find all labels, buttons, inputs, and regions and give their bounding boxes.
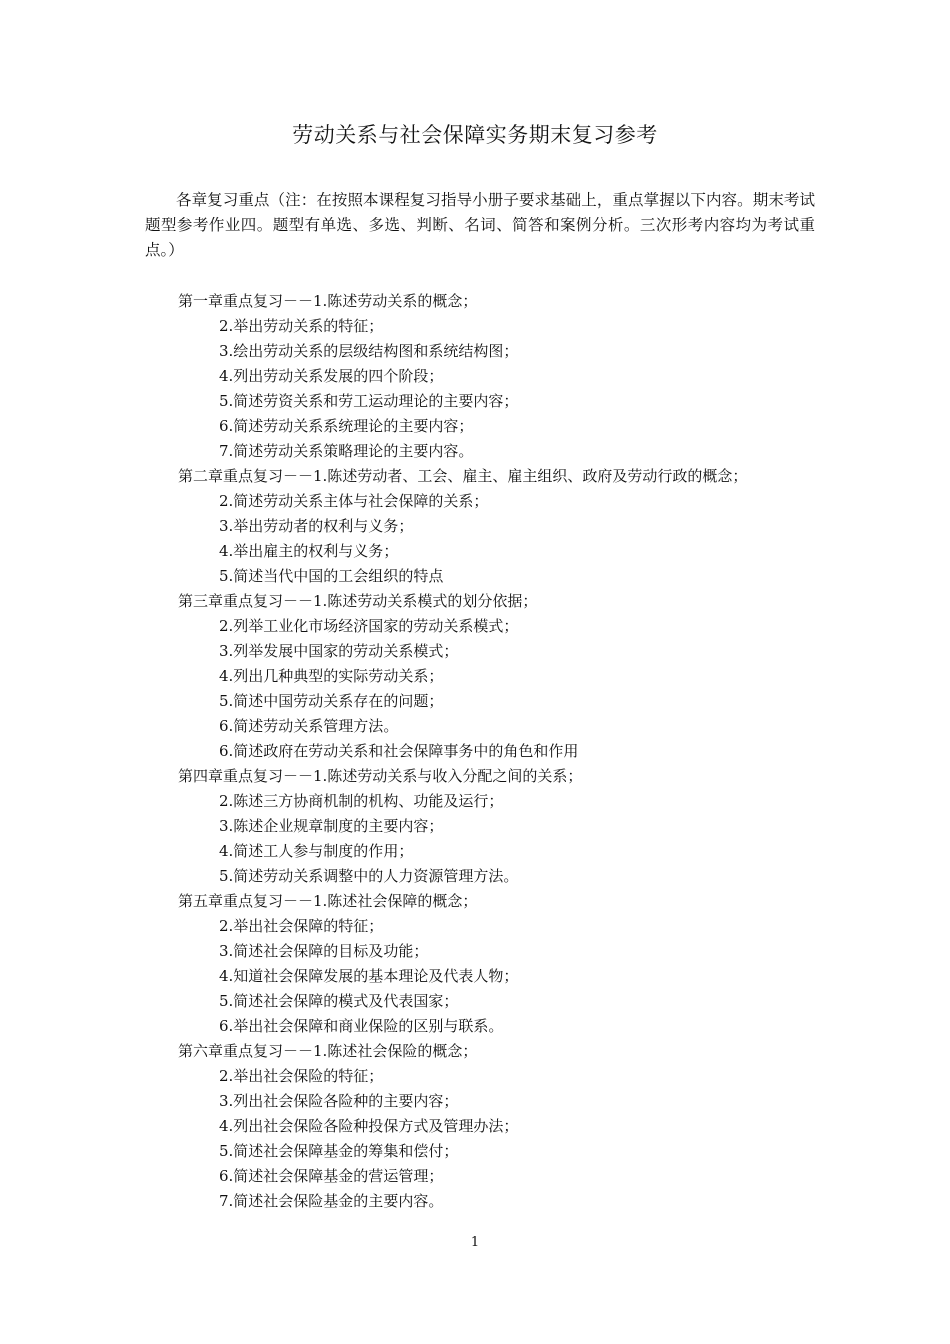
review-item: 6.举出社会保障和商业保险的区别与联系。 — [219, 1017, 504, 1035]
chapter-block — [0, 289, 950, 464]
review-item: 2.举出社会保险的特征； — [219, 1067, 384, 1085]
review-item: 3.列出社会保险各险种的主要内容； — [219, 1092, 459, 1110]
chapter-block — [0, 764, 950, 889]
review-item: 2.简述劳动关系主体与社会保障的关系； — [219, 492, 489, 510]
review-item: 4.知道社会保障发展的基本理论及代表人物； — [219, 967, 519, 985]
review-item: 4.列出几种典型的实际劳动关系； — [219, 667, 444, 685]
review-item: 2.举出社会保障的特征； — [219, 917, 384, 935]
page-number: 1 — [470, 1235, 480, 1250]
chapter-heading: 第三章重点复习－－1.陈述劳动关系模式的划分依据； — [178, 592, 538, 610]
review-item: 4.列出劳动关系发展的四个阶段； — [219, 367, 444, 385]
review-item: 3.举出劳动者的权利与义务； — [219, 517, 414, 535]
review-item: 4.列出社会保险各险种投保方式及管理办法； — [219, 1117, 519, 1135]
chapter-block — [0, 464, 950, 589]
intro-paragraph: 各章复习重点（注：在按照本课程复习指导小册子要求基础上，重点掌握以下内容。期末考试题型参考作业四。题型有单选、多选、判断、名词、简答和案例分析。三次形考内容均为考试重点。） — [145, 191, 815, 259]
chapter-heading: 第六章重点复习－－1.陈述社会保险的概念； — [178, 1042, 478, 1060]
review-item: 7.简述社会保险基金的主要内容。 — [219, 1192, 444, 1210]
chapter-block — [0, 889, 950, 1039]
chapter-heading: 第一章重点复习－－1.陈述劳动关系的概念； — [178, 292, 478, 310]
review-item: 5.简述劳动关系调整中的人力资源管理方法。 — [219, 867, 519, 885]
review-item: 6.简述社会保障基金的营运管理； — [219, 1167, 444, 1185]
review-item: 2.举出劳动关系的特征； — [219, 317, 384, 335]
review-item: 3.绘出劳动关系的层级结构图和系统结构图； — [219, 342, 519, 360]
review-item: 3.列举发展中国家的劳动关系模式； — [219, 642, 459, 660]
chapter-heading: 第四章重点复习－－1.陈述劳动关系与收入分配之间的关系； — [178, 767, 583, 785]
review-item: 4.举出雇主的权利与义务； — [219, 542, 399, 560]
review-item: 6.简述政府在劳动关系和社会保障事务中的角色和作用 — [219, 742, 579, 760]
review-item: 7.简述劳动关系策略理论的主要内容。 — [219, 442, 474, 460]
chapter-list — [0, 289, 950, 1214]
review-item: 5.简述社会保障基金的筹集和偿付； — [219, 1142, 459, 1160]
review-item: 4.简述工人参与制度的作用； — [219, 842, 414, 860]
review-item: 3.陈述企业规章制度的主要内容； — [219, 817, 444, 835]
review-item: 3.简述社会保障的目标及功能； — [219, 942, 429, 960]
review-item: 6.简述劳动关系管理方法。 — [219, 717, 399, 735]
review-item: 2.列举工业化市场经济国家的劳动关系模式； — [219, 617, 519, 635]
chapter-block — [0, 589, 950, 764]
review-item: 6.简述劳动关系系统理论的主要内容； — [219, 417, 474, 435]
review-item: 5.简述当代中国的工会组织的特点 — [219, 567, 444, 585]
chapter-heading: 第二章重点复习－－1.陈述劳动者、工会、雇主、雇主组织、政府及劳动行政的概念； — [178, 467, 748, 485]
review-item: 2.陈述三方协商机制的机构、功能及运行； — [219, 792, 504, 810]
chapter-block — [0, 1039, 950, 1214]
chapter-heading: 第五章重点复习－－1.陈述社会保障的概念； — [178, 892, 478, 910]
review-item: 5.简述社会保障的模式及代表国家； — [219, 992, 459, 1010]
document-title: 劳动关系与社会保障实务期末复习参考 — [292, 123, 658, 147]
review-item: 5.简述劳资关系和劳工运动理论的主要内容； — [219, 392, 519, 410]
review-item: 5.简述中国劳动关系存在的问题； — [219, 692, 444, 710]
